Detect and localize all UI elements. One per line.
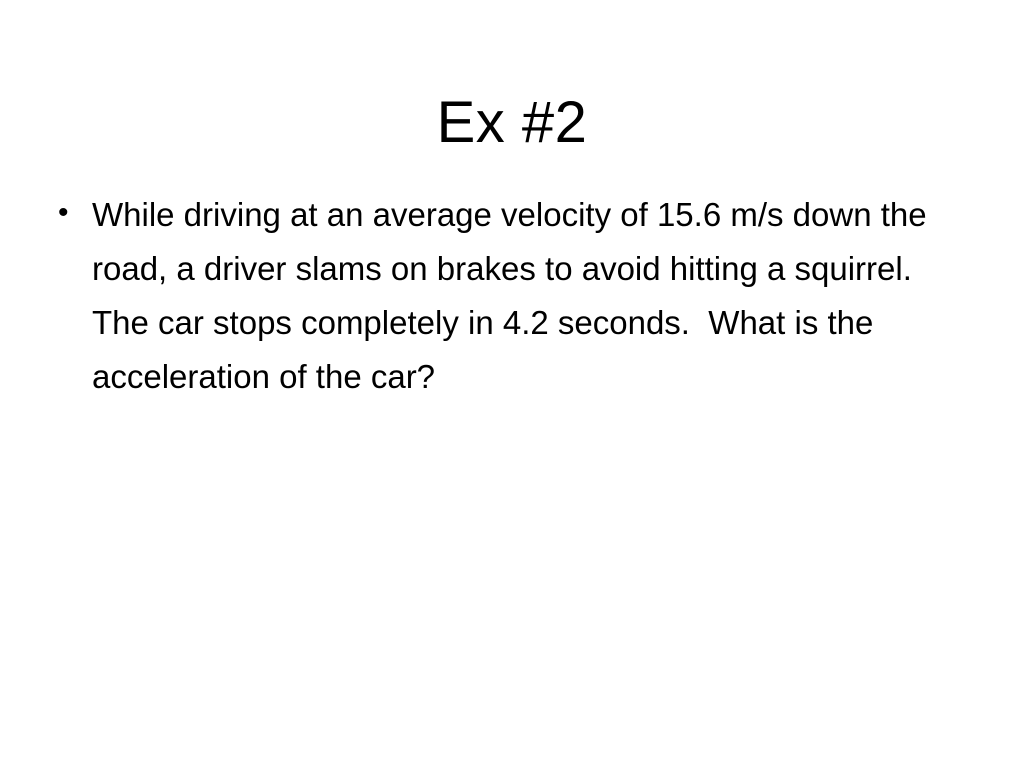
page-title: Ex #2 — [436, 89, 588, 155]
bullet-marker-icon: • — [58, 196, 69, 229]
list-item-text: While driving at an average velocity of 15.6 m/s down the road, a driver slams on brakes to avoid hitting a squirrel. The car stops completely in 4.2 seconds. What is the acceleration of the car? — [92, 196, 936, 396]
slide-body — [58, 188, 968, 404]
list-item — [58, 188, 968, 404]
